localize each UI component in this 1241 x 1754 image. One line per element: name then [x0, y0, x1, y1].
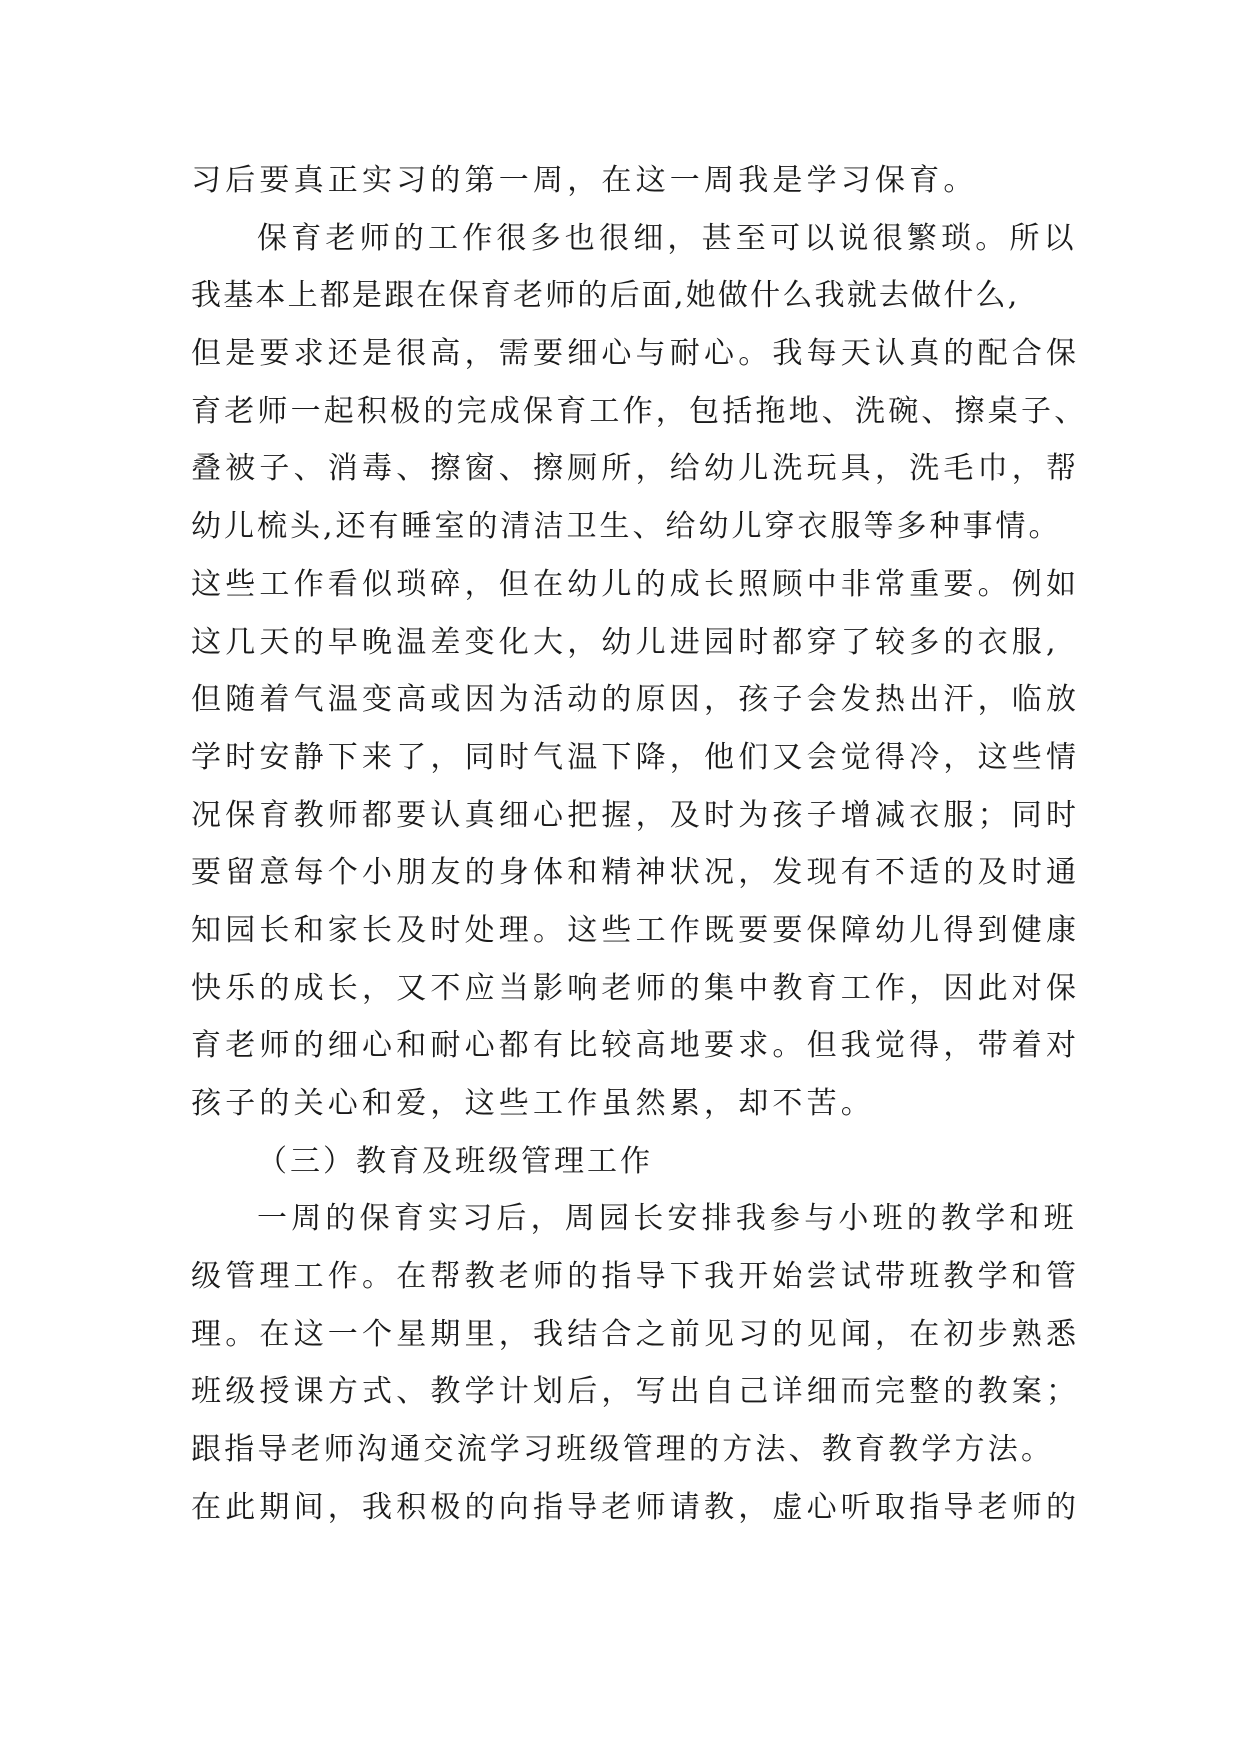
text-line: 级管理工作。在帮教老师的指导下我开始尝试带班教学和管: [191, 1259, 1081, 1295]
text-line: 快乐的成长，又不应当影响老师的集中教育工作，因此对保: [191, 970, 1081, 1006]
text-line: 况保育教师都要认真细心把握，及时为孩子增减衣服；同时: [191, 797, 1081, 833]
text-line: 班级授课方式、教学计划后，写出自己详细而完整的教案；: [191, 1374, 1081, 1410]
text-line: 育老师一起积极的完成保育工作，包括拖地、洗碗、擦桌子、: [191, 393, 1088, 429]
text-line: 习后要真正实习的第一周，在这一周我是学习保育。: [191, 163, 978, 198]
text-line: 孩子的关心和爱，这些工作虽然累，却不苦。: [191, 1086, 875, 1121]
text-line: 跟指导老师沟通交流学习班级管理的方法、教育教学方法。: [191, 1432, 1055, 1468]
section-heading: （三）教育及班级管理工作: [257, 1143, 653, 1179]
text-line: 但是要求还是很高，需要细心与耐心。我每天认真的配合保: [191, 336, 1081, 372]
text-line: 学时安静下来了，同时气温下降，他们又会觉得冷，这些情: [191, 739, 1081, 775]
text-line: 要留意每个小朋友的身体和精神状况，发现有不适的及时通: [191, 855, 1081, 891]
text-line: 我基本上都是跟在保育老师的后面,她做什么我就去做什么,: [191, 278, 1020, 314]
text-line: 知园长和家长及时处理。这些工作既要要保障幼儿得到健康: [191, 912, 1081, 948]
text-line: 叠被子、消毒、擦窗、擦厕所，给幼儿洗玩具，洗毛巾，帮: [191, 451, 1081, 487]
text-line: 在此期间，我积极的向指导老师请教，虚心听取指导老师的: [191, 1489, 1081, 1525]
text-line: 但随着气温变高或因为活动的原因，孩子会发热出汗，临放: [191, 682, 1081, 718]
text-line: 幼儿梳头,还有睡室的清洁卫生、给幼儿穿衣服等多种事情。: [191, 509, 1062, 545]
text-line: 这些工作看似琐碎，但在幼儿的成长照顾中非常重要。例如: [191, 566, 1081, 602]
text-line: 这几天的早晚温差变化大，幼儿进园时都穿了较多的衣服,: [191, 624, 1060, 660]
paragraph-start-line: 一周的保育实习后，周园长安排我参与小班的教学和班: [257, 1201, 1078, 1237]
paragraph-start-line: 保育老师的工作很多也很细，甚至可以说很繁琐。所以: [257, 220, 1078, 256]
text-line: 理。在这一个星期里，我结合之前见习的见闻，在初步熟悉: [191, 1316, 1081, 1352]
text-line: 育老师的细心和耐心都有比较高地要求。但我觉得，带着对: [191, 1028, 1081, 1064]
document-body: [191, 152, 1091, 1537]
